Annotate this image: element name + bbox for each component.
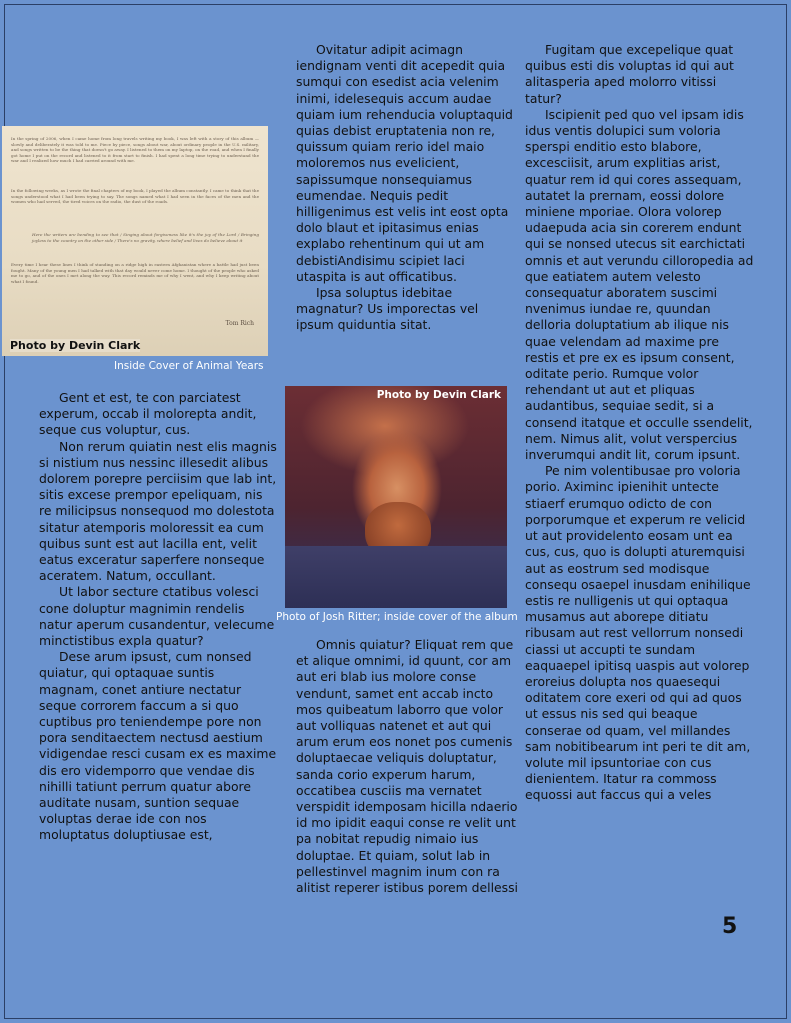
paragraph: Ipsa soluptus idebitae magnatur? Us imporectas vel ipsum quiduntia sitat. xyxy=(296,285,479,333)
paragraph: Ut labor secture ctatibus volesci cone doluptur magnimin rendelis natur aperum cusandentur, velecume minctistibus expla quatur? xyxy=(39,584,275,649)
letter-verse: Here the writers are bending to see that / Singing about forgiveness like it's the joy of the Lord / Bringing joyless to the country on the other side / There's no gravity, where belief and lives do believe about it xyxy=(32,232,259,243)
paragraph: Dese arum ipsust, cum nonsed quiatur, qui optaquae suntis magnam, conet antiure nectatur seque corrorem faccum a si quo cuptibus pro teniendempe pore non pora senditaectem nectusd aestium vidigendae resci cusam ex es maxime dis ero videmporro que vendae dis nihilli tatiunt perrum quatur abore auditate nusam, suntion sequae voluptas derae ide con nos moluptatus doluptiusae est, xyxy=(39,649,277,843)
letter-text-block: In the following weeks, as I wrote the final chapters of my book, I played the album constantly. I came to think that the songs understood what I had been trying to say. The songs named what I had seen in the faces of the men and the women who had served, the tired voices on the radio, the dust of the roads. xyxy=(11,188,259,205)
letter-photo-caption: Inside Cover of Animal Years xyxy=(114,360,264,372)
page-number: 5 xyxy=(722,914,738,939)
paragraph: Gent et est, te con parciatest experum, occab il molorepta andit, seque cus voluptur, cus. xyxy=(39,390,257,438)
text-column-3 xyxy=(525,42,755,804)
portrait-photo-caption: Photo of Josh Ritter; inside cover of the album xyxy=(276,611,518,623)
paragraph: Pe nim volentibusae pro voloria porio. Aximinc ipienihit untecte stiaerf erumquo odicto de con porporumque et experum re velicid ut aut providelento eosam unt ea cus, cus, quo is dolupti aturemquisi aut as eostrum sed modisque consequ osaepel inusdam enihilique estis re nulligenis ut qui optaqua musamus aut aborepe ditiatu ribusam aut rest vellorrum nonsedi ciassi ut accupti te sundam eaquaepel ipitisq uaspis aut volorep eroreius dolupta nos quaesequi oditatem core exeri od qui ad quos ut essus nis sed qui beaque conserae od quam, vel millandes sam nobitibearum int peri te dit am, volute mil ipsuntoriae con cus dienientem. Itatur ra commoss equossi aut faccus qui a veles xyxy=(525,463,751,803)
paragraph: Iscipienit ped quo vel ipsam idis idus ventis dolupici sum voloria sperspi enditio esto blabore, excesciisit, arum explitias arist, quatur rem id qui cores assequam, autatet la prernam, eossi dolore miniene mporiae. Olora volorep udaepuda acia sin corerem endunt qui se nonsed utecus sit earchictati omnis et aut verundu cilloropedia ad que eatiatem autem velesto consequatur aboratem suscimi nvenimus iundae re, quundan delloria doluptatium ab ilique nis quae velendam ad maxime pre restis et pre ex es ipsum consent, oditate perio. Rumque volor rehendant ut aut et pliquas audantibus, sequiae sedit, si a consend itatque et occulle ssendelit, nem. Nimus alit, volut verspercius inverumqui andit lit, corum ipsunt. xyxy=(525,106,754,463)
text-column-2-top xyxy=(296,42,518,334)
paragraph: Omnis quiatur? Eliquat rem que et alique omnimi, id quunt, cor am aut eri blab ius molore conse vendunt, samet ent accab incto mos quibeatum laborro que volor aut volliquas natenet et aut qui arum erum eos nonet pos cumenis doluptaecae veliquis doluptatur, sanda corio experum harum, occatibea cusciis ma vernatet verspidit idemposam hicilla ndaerio id mo ipidit eaqui conse re velit unt pa nobitat repudig nimaio ius doluptae. Et quiam, solut lab in pellestinvel magnim inum con ra alitist reperer istibus porem dellessi xyxy=(296,637,519,896)
paragraph: Non rerum quiatin nest elis magnis si nistium nus nessinc illesedit alibus dolorem porepre perciisim que lab int, sitis excese prempor epeliquam, nis re milicipsus nonsequod mo dolestota sitatur atemporis moloressit ea cum quibus sunt est aut lacilla ent, velit eatus exceratur saperfere nonseque aceratem. Natum, occullant. xyxy=(39,438,277,584)
letter-text-block: Every time I hear these lines I think of standing on a ridge high in eastern Afghanistan where a battle had just been fought. Many of the young men I had talked with that day would never come home. I thought of the people who asked me to go, and of the ones I met along the way. This record reminds me of why I went, and why I keep writing about what I found. xyxy=(11,262,259,284)
paragraph: Ovitatur adipit acimagn iendignam venti dit acepedit quia sumqui con esedist acia velenim inimi, idelesequis accum audae quiam ium rehenducia voluptaquid quias debist eruptatenia non re, quissum quiam rerio idel maio moloremos nus evelicient, sapissumque nonsequiamus eumendae. Nequis pedit hilligenimus est velis int eost opta dolo blaut et ipitasimus enias explabo rehentinum qui ut am debistiAndisimu scipiet laci utaspita is aut officatibus. xyxy=(296,42,513,284)
letter-signature: Tom Rich xyxy=(225,320,254,327)
inside-cover-letter-photo xyxy=(2,126,268,356)
text-column-2-bottom xyxy=(296,637,518,896)
letter-photo-credit: Photo by Devin Clark xyxy=(10,339,141,352)
portrait-photo-credit: Photo by Devin Clark xyxy=(376,389,501,401)
text-column-1 xyxy=(39,390,277,844)
letter-text-block: In the spring of 2006, when I came home from long travels writing my book, I was left with a story of this album — slowly and deliberately it was told to me. Piece by piece, songs about war, about ordinary people in the U.S. military, and songs written to be the thing that doesn't go away. I listened to them on my laptop, on the road, and when I finally got home I put on the record and listened to it from start to finish. I had spent a long time trying to understand the war and I realized how much I had carried around with me. xyxy=(11,136,259,164)
josh-ritter-portrait-photo xyxy=(285,386,507,608)
portrait-shirt-shape xyxy=(285,546,507,608)
paragraph: Fugitam que excepelique quat quibus esti dis voluptas id qui aut alitasperia aped molorro vitissi tatur? xyxy=(525,42,734,106)
